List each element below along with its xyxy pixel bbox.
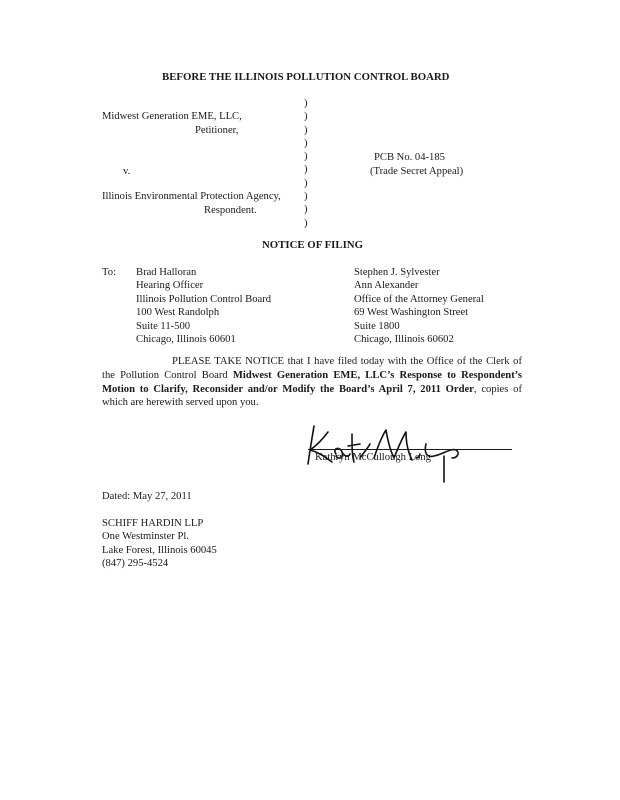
respondent-role: Respondent. — [204, 205, 257, 216]
paren: ) — [304, 124, 308, 136]
notice-heading: NOTICE OF FILING — [262, 239, 363, 251]
recipient-left-line: Chicago, Illinois 60601 — [136, 334, 236, 346]
firm-line: Lake Forest, Illinois 60045 — [102, 544, 217, 556]
paren: ) — [304, 177, 308, 189]
paren: ) — [304, 204, 308, 216]
body-text-bold: Midwest Generation EME, LLC’s Response to Respondent’s Motion to Clarify, Reconsider and/or Modify the Board’s April 7, 2011 Order — [102, 369, 522, 395]
paren: ) — [304, 137, 308, 149]
recipient-right-line: Office of the Attorney General — [354, 293, 484, 305]
recipient-left-line: Hearing Officer — [136, 280, 204, 292]
recipient-right-line: 69 West Washington Street — [354, 307, 469, 319]
recipient-right-line: Stephen J. Sylvester — [354, 267, 440, 278]
paren: ) — [304, 111, 308, 123]
recipient-left-line: Brad Halloran — [136, 267, 197, 278]
firm-line: SCHIFF HARDIN LLP — [102, 518, 204, 529]
paren: ) — [304, 98, 308, 109]
notice-body — [102, 355, 522, 410]
recipient-left — [136, 266, 271, 346]
recipient-right-line: Chicago, Illinois 60602 — [354, 334, 454, 346]
signer-name: Kathryn McCullough Long — [315, 452, 431, 463]
paren: ) — [304, 151, 308, 163]
paren: ) — [304, 191, 308, 203]
recipient-right-line: Suite 1800 — [354, 320, 400, 332]
case-number: PCB No. 04-185 — [374, 152, 445, 163]
versus-label: v. — [123, 166, 131, 177]
firm-line: One Westminster Pl. — [102, 531, 189, 543]
respondent-name: Illinois Environmental Protection Agency, — [102, 191, 281, 202]
firm-block — [102, 517, 217, 571]
dated-line: Dated: May 27, 2011 — [102, 491, 192, 502]
petitioner-name: Midwest Generation EME, LLC, — [102, 111, 242, 122]
to-label: To: — [102, 267, 116, 278]
body-text-2: , copies of which are herewith served upon you. — [102, 383, 522, 409]
paren: ) — [304, 164, 308, 176]
petitioner-role: Petitioner, — [195, 125, 239, 136]
recipient-right-line: Ann Alexander — [354, 280, 419, 292]
document-title: BEFORE THE ILLINOIS POLLUTION CONTROL BOARD — [162, 71, 450, 83]
caption-parentheses — [304, 97, 312, 230]
recipient-left-line: Illinois Pollution Control Board — [136, 293, 272, 305]
recipient-left-line: Suite 11-500 — [136, 320, 191, 332]
body-text-1: PLEASE TAKE NOTICE that I have filed today with the Office of the Clerk of the Pollution Control Board — [102, 356, 522, 381]
paren: ) — [304, 217, 308, 229]
recipient-right — [354, 266, 484, 346]
firm-line: (847) 295-4524 — [102, 558, 169, 570]
recipient-left-line: 100 West Randolph — [136, 307, 220, 319]
case-type: (Trade Secret Appeal) — [370, 166, 464, 177]
signature-line — [308, 449, 512, 450]
